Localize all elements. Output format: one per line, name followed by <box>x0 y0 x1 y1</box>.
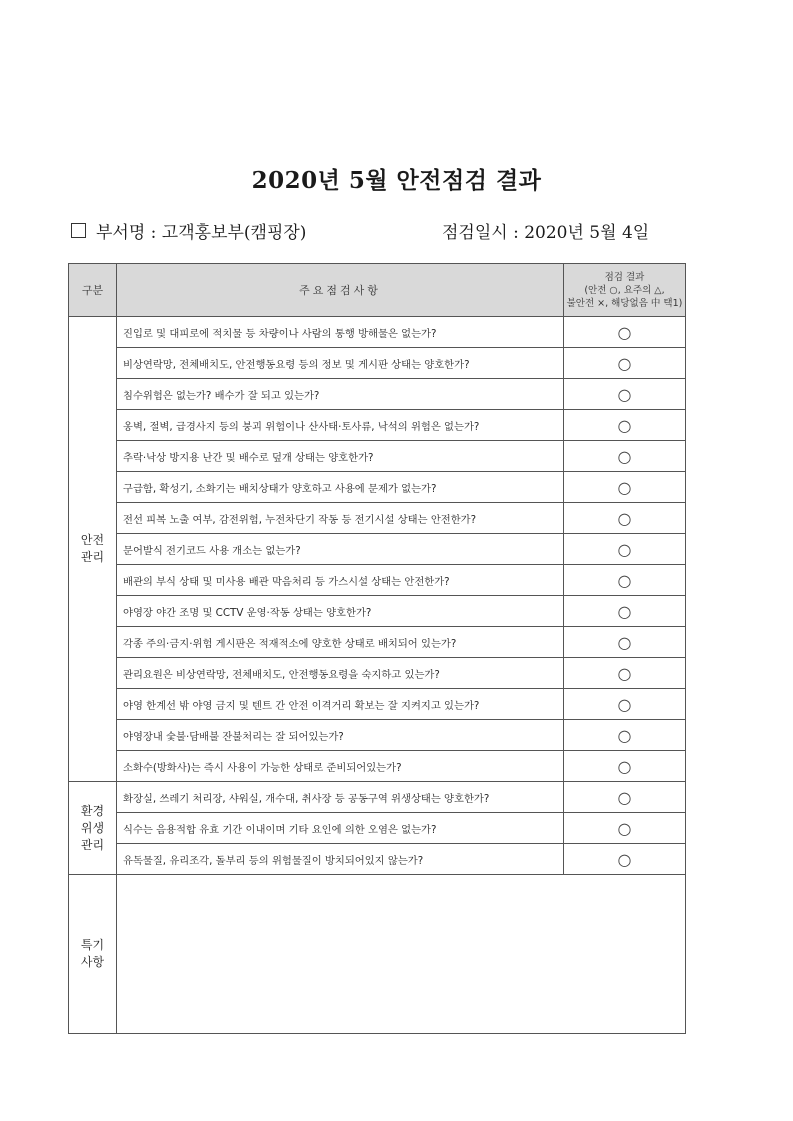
checklist-item: 각종 주의·금지·위험 게시판은 적재적소에 양호한 상태로 배치되어 있는가? <box>117 627 564 658</box>
result-mark[interactable]: ○ <box>564 503 686 534</box>
result-mark[interactable]: ○ <box>564 317 686 348</box>
inspection-table <box>68 263 686 1034</box>
checklist-item: 침수위험은 없는가? 배수가 잘 되고 있는가? <box>117 379 564 410</box>
checklist-item: 구급함, 확성기, 소화기는 배치상태가 양호하고 사용에 문제가 없는가? <box>117 472 564 503</box>
result-mark[interactable]: ○ <box>564 534 686 565</box>
remarks-row <box>69 875 686 1034</box>
header-result-legend-1: (안전 ○, 요주의 △, <box>584 284 665 296</box>
checklist-item: 화장실, 쓰레기 처리장, 샤워실, 개수대, 취사장 등 공동구역 위생상태는 양호한가? <box>117 782 564 813</box>
table-row <box>69 534 686 565</box>
checklist-item: 식수는 음용적합 유효 기간 이내이며 기타 요인에 의한 오염은 없는가? <box>117 813 564 844</box>
table-row <box>69 689 686 720</box>
result-mark[interactable]: ○ <box>564 844 686 875</box>
table-row <box>69 751 686 782</box>
table-row <box>69 441 686 472</box>
result-mark[interactable]: ○ <box>564 565 686 596</box>
table-header-row <box>69 264 686 317</box>
section-category: 환경 위생 관리 <box>69 782 117 875</box>
result-mark[interactable]: ○ <box>564 813 686 844</box>
checklist-item: 전선 피복 노출 여부, 감전위험, 누전차단기 작동 등 전기시설 상태는 안전한가? <box>117 503 564 534</box>
table-row <box>69 503 686 534</box>
table-row <box>69 379 686 410</box>
result-mark[interactable]: ○ <box>564 472 686 503</box>
checklist-item: 추락·낙상 방지용 난간 및 배수로 덮개 상태는 양호한가? <box>117 441 564 472</box>
result-mark[interactable]: ○ <box>564 751 686 782</box>
checklist-item: 야영장 야간 조명 및 CCTV 운영·작동 상태는 양호한가? <box>117 596 564 627</box>
table-row <box>69 472 686 503</box>
table-row <box>69 565 686 596</box>
table-row <box>69 658 686 689</box>
checklist-item: 비상연락망, 전체배치도, 안전행동요령 등의 정보 및 게시판 상태는 양호한가? <box>117 348 564 379</box>
header-result-legend-2: 불안전 ×, 해당없음 中 택1) <box>566 297 683 309</box>
checklist-item: 소화수(방화사)는 즉시 사용이 가능한 상태로 준비되어있는가? <box>117 751 564 782</box>
table-row <box>69 348 686 379</box>
checklist-item: 야영 한계선 밖 야영 금지 및 텐트 간 안전 이격거리 확보는 잘 지켜지고 있는가? <box>117 689 564 720</box>
department-checkbox[interactable] <box>71 223 86 238</box>
checklist-item: 배관의 부식 상태 및 미사용 배관 막음처리 등 가스시설 상태는 안전한가? <box>117 565 564 596</box>
result-mark[interactable]: ○ <box>564 348 686 379</box>
table-row <box>69 720 686 751</box>
header-items: 주요점검사항 <box>117 264 564 317</box>
document-header <box>68 218 668 244</box>
table-row <box>69 813 686 844</box>
table-row <box>69 317 686 348</box>
header-category: 구분 <box>69 264 117 317</box>
remarks-content[interactable] <box>117 875 686 1034</box>
section-category: 안전 관리 <box>69 317 117 782</box>
result-mark[interactable]: ○ <box>564 720 686 751</box>
result-mark[interactable]: ○ <box>564 782 686 813</box>
result-mark[interactable]: ○ <box>564 627 686 658</box>
checklist-item: 옹벽, 절벽, 급경사지 등의 붕괴 위험이나 산사태·토사류, 낙석의 위험은 없는가? <box>117 410 564 441</box>
document-title: 2020년 5월 안전점검 결과 <box>251 167 542 194</box>
table-row <box>69 596 686 627</box>
result-mark[interactable]: ○ <box>564 689 686 720</box>
checklist-item: 유독물질, 유리조각, 돌부리 등의 위험물질이 방치되어있지 않는가? <box>117 844 564 875</box>
table-row <box>69 844 686 875</box>
checklist-item: 야영장내 숯불·담배불 잔불처리는 잘 되어있는가? <box>117 720 564 751</box>
remarks-label: 특기 사항 <box>69 875 117 1034</box>
department-name: 부서명 : 고객홍보부(캠핑장) <box>96 223 307 243</box>
table-body <box>69 317 686 1034</box>
checklist-item: 진입로 및 대피로에 적치물 등 차량이나 사람의 통행 방해물은 없는가? <box>117 317 564 348</box>
result-mark[interactable]: ○ <box>564 410 686 441</box>
header-result-title: 점검 결과 <box>604 271 645 283</box>
checklist-item: 관리요원은 비상연락망, 전체배치도, 안전행동요령을 숙지하고 있는가? <box>117 658 564 689</box>
result-mark[interactable]: ○ <box>564 441 686 472</box>
checklist-item: 문어발식 전기코드 사용 개소는 없는가? <box>117 534 564 565</box>
table-row <box>69 782 686 813</box>
table-row <box>69 627 686 658</box>
result-mark[interactable]: ○ <box>564 596 686 627</box>
inspection-date: 점검일시 : 2020년 5월 4일 <box>442 223 650 243</box>
result-mark[interactable]: ○ <box>564 379 686 410</box>
header-result <box>564 264 686 317</box>
result-mark[interactable]: ○ <box>564 658 686 689</box>
table-row <box>69 410 686 441</box>
